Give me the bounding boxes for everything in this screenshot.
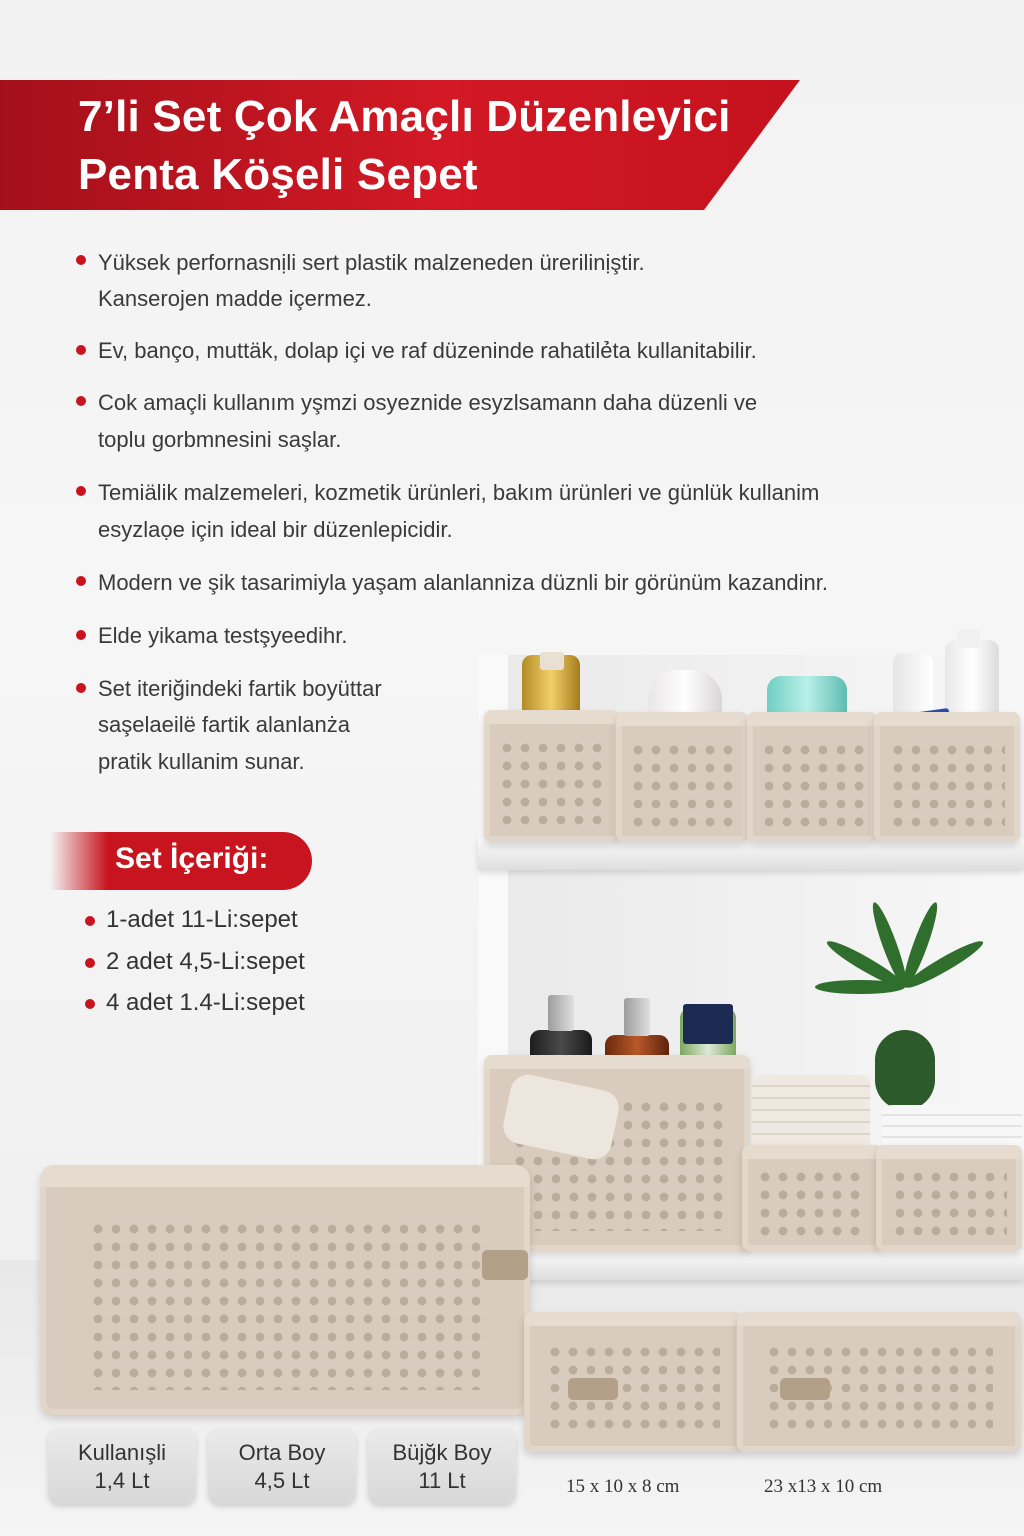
title-line-2: Penta Köşeli Sepet <box>78 150 478 199</box>
medium-basket-image <box>742 1145 882 1251</box>
dimension-medium: 23 x13 x 10 cm <box>764 1476 883 1497</box>
feature-4-line-2: esyzlaọe için ideal bir düzenlepicidir. <box>98 517 453 542</box>
feature-7-line-2: saşelaeilë fartik alanlanża <box>98 712 350 737</box>
small-basket-image <box>524 1312 742 1452</box>
feature-6-line-1: Elde yikama testşyeedihr. <box>98 623 348 648</box>
title-line-1: 7’li Set Çok Amaçlı Düzenleyici <box>78 92 731 141</box>
bullet-icon <box>76 255 86 265</box>
basket-handle-image <box>568 1378 618 1400</box>
shelf-board-top <box>478 838 1024 870</box>
bullet-icon <box>76 576 86 586</box>
size-large-badge <box>368 1428 516 1504</box>
basket-handle-image <box>780 1378 830 1400</box>
pump-image <box>624 998 650 1036</box>
set-contents-heading: Set İçeriği: <box>115 842 269 875</box>
bullet-icon <box>76 630 86 640</box>
size-small-volume: 1,4 Lt <box>94 1468 150 1493</box>
set-item-3: 4 adet 1.4-Li:sepet <box>106 989 305 1016</box>
feature-3-line-2: toplu gorbmnesini saşlar. <box>98 427 342 452</box>
feature-2-line-1: Ev, banço, muttäk, dolap içi ve raf düzeninde rahatilẻta kullanitabilir. <box>98 338 757 363</box>
size-small-badge <box>48 1428 196 1504</box>
large-basket-image <box>40 1165 530 1415</box>
pump-image <box>548 995 574 1031</box>
small-basket-image <box>616 712 748 842</box>
set-item-2: 2 adet 4,5-Li:sepet <box>106 948 305 975</box>
bottle-cap-image <box>540 652 564 670</box>
size-large-name: Büjğk Boy <box>392 1440 492 1465</box>
basket-handle-image <box>482 1250 528 1280</box>
size-small-name: Kullanışli <box>77 1440 167 1465</box>
size-medium-name: Orta Boy <box>238 1440 326 1465</box>
feature-3-line-1: Cok amaçli kullanım yşmzi osyeznide esyzlsamann daha düzenli ve <box>98 390 758 415</box>
size-medium-volume: 4,5 Lt <box>254 1468 310 1493</box>
feature-7-line-1: Set iteriğindeki fartik boyüttar <box>98 676 382 701</box>
bullet-icon <box>76 345 86 355</box>
plant-leaf-image <box>815 980 905 994</box>
folded-towels-image <box>752 1075 870 1153</box>
bullet-icon <box>76 396 86 406</box>
bullet-icon <box>85 958 95 968</box>
dimension-small: 15 x 10 x 8 cm <box>566 1476 680 1497</box>
small-bottle-image <box>893 653 933 715</box>
feature-4-line-1: Temiälik malzemeleri, kozmetik ürünleri, bakım ürünleri ve günlük kullanim <box>98 480 820 505</box>
small-basket-image <box>874 712 1020 842</box>
feature-1-line-1: Yüksek perfornasnịli sert plastik malzeneden ürerilinịştir. <box>98 250 645 275</box>
bullet-icon <box>85 999 95 1009</box>
small-basket-image <box>747 712 877 842</box>
bullet-icon <box>76 683 86 693</box>
small-basket-image <box>484 710 620 842</box>
size-medium-badge <box>208 1428 356 1504</box>
plant-foliage-image <box>875 1030 935 1110</box>
feature-1-line-2: Kanserojen madde içermez. <box>98 286 372 311</box>
set-contents-badge <box>50 832 312 890</box>
spray-cap-image <box>958 630 980 648</box>
feature-7-line-3: pratik kullanim sunar. <box>98 749 305 774</box>
bullet-icon <box>76 486 86 496</box>
bullet-icon <box>85 916 95 926</box>
set-item-1: 1-adet 11-Li:sepet <box>106 906 298 933</box>
size-large-volume: 11 Lt <box>418 1468 466 1493</box>
shelf-board-bottom <box>478 1250 1024 1280</box>
deodorant-cap-image <box>683 1004 733 1044</box>
feature-5-line-1: Modern ve şik tasarimiyla yaşam alanlanniza düznli bir görünüm kazandinr. <box>98 570 829 595</box>
medium-basket-image <box>876 1145 1022 1251</box>
